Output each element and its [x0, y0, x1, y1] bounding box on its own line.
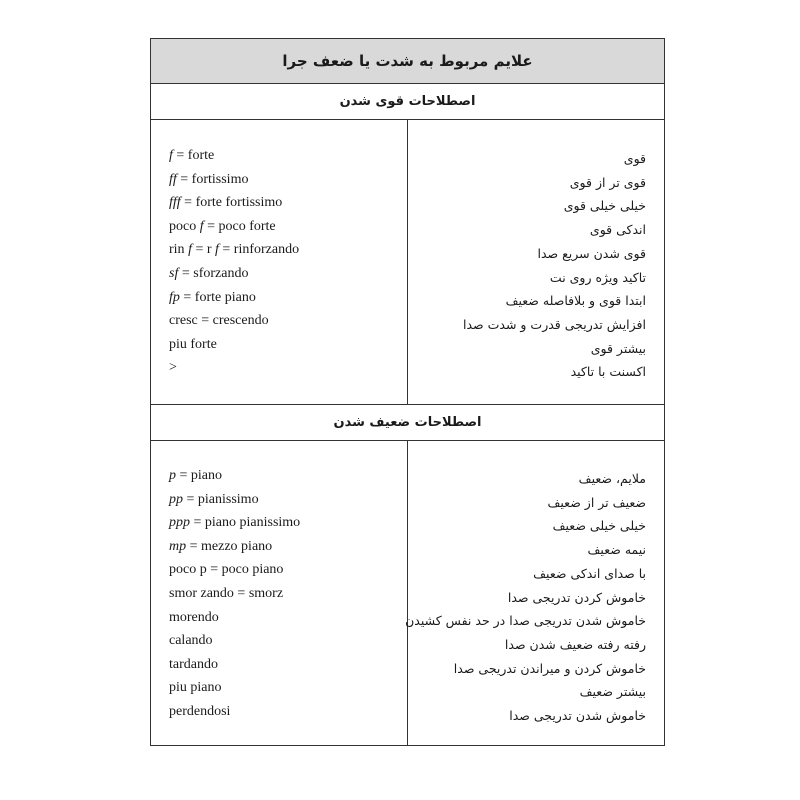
term-row	[169, 262, 299, 286]
term-text: cresc = crescendo	[169, 313, 269, 329]
column-divider	[407, 119, 408, 404]
term-row	[169, 286, 299, 310]
table-title: علایم مربوط به شدت یا ضعف جرا	[151, 39, 664, 84]
meaning-row: رفته رفته ضعیف شدن صدا	[504, 636, 646, 652]
term-symbol: f	[215, 242, 219, 258]
term-text: = forte	[172, 148, 215, 163]
term-row	[169, 464, 300, 488]
meaning-row: ابتدا قوی و بلافاصله ضعیف	[505, 293, 646, 309]
section-body-softer	[151, 440, 664, 745]
term-text: = fortissimo	[176, 171, 249, 187]
term-text: poco p = poco piano	[169, 562, 284, 578]
meaning-row: خیلی خیلی قوی	[563, 198, 646, 214]
meanings-list	[463, 147, 646, 384]
term-text: = poco forte	[203, 218, 276, 234]
term-row	[169, 191, 299, 215]
term-text: = piano	[176, 468, 222, 483]
meaning-row: بیشتر ضعیف	[579, 684, 646, 700]
meaning-row: نیمه ضعیف	[587, 542, 646, 558]
meaning-row: ملایم، ضعیف	[578, 471, 646, 486]
section-body-louder	[151, 119, 664, 405]
term-symbol: mp	[169, 538, 187, 554]
meaning-row: بیشتر قوی	[590, 340, 646, 356]
term-text: = r	[191, 242, 216, 258]
term-row	[169, 629, 300, 653]
meaning-row: اندکی قوی	[589, 222, 646, 238]
meaning-row: خیلی خیلی ضعیف	[552, 518, 646, 534]
meaning-row: افزایش تدریجی قدرت و شدت صدا	[463, 316, 646, 332]
term-text: = sforzando	[178, 265, 249, 281]
term-symbol: ppp	[169, 515, 190, 531]
term-text: piu piano	[169, 680, 222, 696]
term-text: = mezzo piano	[186, 538, 273, 554]
meaning-row: اکسنت با تاکید	[570, 364, 646, 380]
section-heading-softer: اصطلاحات ضعیف شدن	[151, 404, 664, 441]
term-text: calando	[169, 633, 213, 649]
term-symbol: f	[199, 218, 204, 234]
dynamics-table	[150, 38, 665, 746]
term-symbol: pp	[169, 491, 183, 507]
term-row	[169, 653, 300, 677]
term-row	[169, 309, 299, 333]
term-text: smor zando = smorz	[169, 585, 284, 601]
term-row	[169, 511, 300, 535]
meaning-row: خاموش کردن تدریجی صدا	[507, 589, 646, 605]
meaning-row: خاموش شدن تدریجی صدا در حد نفس کشیدن	[405, 613, 646, 629]
term-symbol: sf	[169, 265, 179, 281]
term-row	[169, 144, 299, 168]
term-row	[169, 676, 300, 700]
terms-list	[169, 464, 300, 724]
term-row	[169, 700, 300, 724]
meaning-row: ضعیف تر از ضعیف	[547, 494, 646, 510]
term-symbol: f	[188, 242, 192, 258]
term-text: piu forte	[169, 336, 217, 352]
term-row	[169, 488, 300, 512]
term-symbol: fff	[169, 195, 181, 211]
meaning-row: قوی تر از قوی	[569, 174, 646, 190]
terms-list	[169, 144, 299, 380]
meaning-row: قوی شدن سریع صدا	[537, 245, 646, 261]
term-text: >	[169, 360, 177, 376]
term-row	[169, 333, 299, 357]
term-row	[169, 582, 300, 606]
term-text: = rinforzando	[218, 242, 300, 258]
term-text: = forte piano	[179, 289, 256, 305]
term-row	[169, 215, 299, 239]
term-row	[169, 238, 299, 262]
term-symbol: p	[169, 468, 176, 483]
term-symbol: f	[169, 148, 173, 163]
term-text: tardando	[169, 656, 218, 672]
meanings-list	[405, 467, 646, 728]
term-symbol: ff	[169, 171, 177, 187]
term-text: perdendosi	[169, 703, 231, 719]
term-text: poco	[169, 218, 200, 234]
term-row	[169, 606, 300, 630]
term-text: rin	[169, 242, 189, 258]
meaning-row: خاموش کردن و میراندن تدریجی صدا	[453, 660, 646, 676]
term-text: morendo	[169, 609, 219, 625]
term-row	[169, 168, 299, 192]
meaning-row: خاموش شدن تدریجی صدا	[509, 708, 646, 724]
term-symbol: fp	[169, 289, 180, 305]
term-row	[169, 535, 300, 559]
meaning-row: تاکید ویژه روی نت	[549, 269, 646, 285]
meaning-row: قوی	[623, 151, 646, 166]
term-text: = pianissimo	[183, 491, 259, 507]
meaning-row: با صدای اندکی ضعیف	[533, 565, 646, 581]
term-text: = forte fortissimo	[180, 195, 283, 211]
term-row	[169, 356, 299, 380]
term-text: = piano pianissimo	[190, 515, 301, 531]
term-row	[169, 558, 300, 582]
section-heading-louder: اصطلاحات قوی شدن	[151, 83, 664, 120]
